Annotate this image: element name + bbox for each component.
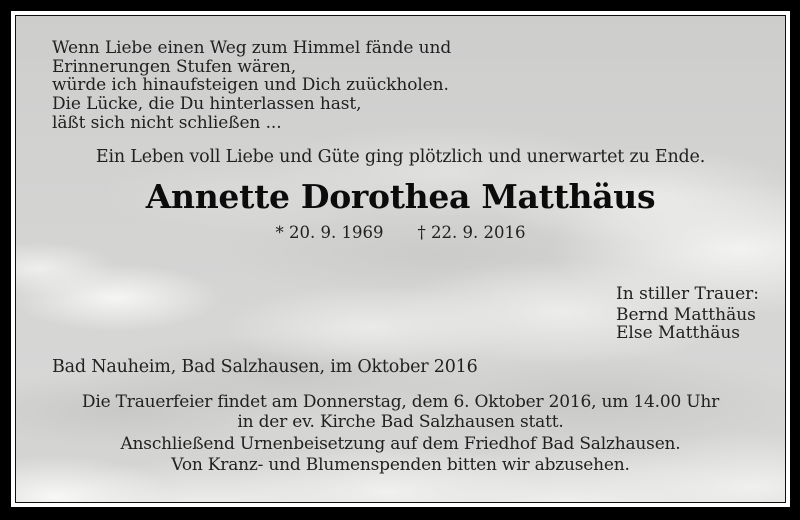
poem-line: Erinnerungen Stufen wären, [52, 56, 297, 77]
memorial-poem [52, 39, 451, 133]
notice-body [15, 15, 786, 503]
birth-date: * 20. 9. 1969 [275, 223, 384, 242]
intro-line: Ein Leben voll Liebe und Güte ging plötzlich und unerwartet zu Ende. [95, 147, 706, 167]
poem-line: würde ich hinaufsteigen und Dich zuückholen. [52, 75, 449, 96]
donation-request-line: Von Kranz- und Blumenspenden bitten wir abzusehen. [171, 455, 630, 475]
poem-line: Wenn Liebe einen Weg zum Himmel fände und [52, 38, 452, 58]
life-dates [16, 223, 785, 242]
mourner-name: Else Matthäus [616, 323, 740, 344]
mourner-name: Bernd Matthäus [616, 304, 756, 325]
poem-line: läßt sich nicht schließen ... [52, 112, 282, 133]
funeral-service-line: in der ev. Kirche Bad Salzhausen statt. [237, 412, 564, 432]
notice-frame [11, 11, 790, 507]
death-date: † 22. 9. 2016 [417, 223, 526, 242]
poem-line: Die Lücke, die Du hinterlassen hast, [52, 94, 362, 115]
place-date-line: Bad Nauheim, Bad Salzhausen, im Oktober 2016 [52, 357, 478, 377]
funeral-service-line: Die Trauerfeier findet am Donnerstag, dem 6. Oktober 2016, um 14.00 Uhr [81, 392, 720, 412]
urn-burial-line: Anschließend Urnenbeisetzung auf dem Friedhof Bad Salzhausen. [120, 434, 681, 454]
mourners-heading: In stiller Trauer: [616, 284, 759, 304]
deceased-name: Annette Dorothea Matthäus [145, 177, 656, 216]
mourners-block [616, 285, 759, 343]
